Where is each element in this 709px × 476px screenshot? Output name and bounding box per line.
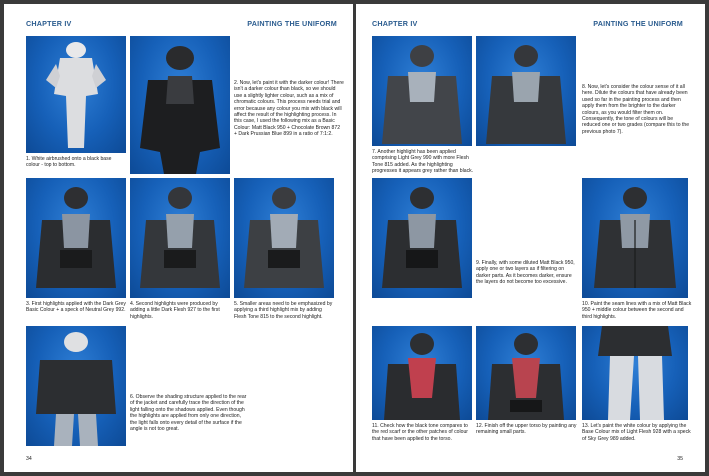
caption-10: 10. Paint the seam lines with a mix of Matt Black 950 + middle colour between the second and third highlights. [582,301,692,320]
left-page [4,4,353,472]
chapter-heading: CHAPTER IV [372,19,418,28]
caption-7: 7. Another highlight has been applied comprising Light Grey 990 with more Flesh Tone 815 added. As the highlighting progresses it appears grey rather than black. [372,149,474,175]
figure-photo-3 [26,178,126,298]
caption-12: 12. Finish off the upper torso by painting any remaining small parts. [476,423,577,436]
figure-photo-2 [130,36,230,174]
figure-13-white-trousers [582,326,688,420]
figure-8-filtered-colours [476,36,576,146]
figure-7-light-grey-highlight [372,36,472,146]
figure-photo-8 [476,36,576,146]
caption-6: 6. Observe the shading structure applied to the rear of the jacket and carefully trace the direction of the light falling onto the shadows applied. Even though the highlights are applied from only one direction, the light falls onto every detail of the surface if the angle is not too great. [130,394,247,433]
figure-4-second-highlights [130,178,230,298]
figure-photo-10 [582,178,688,298]
figure-2-black-base [130,36,230,174]
page-number: 35 [677,456,683,462]
caption-4: 4. Second highlights were produced by adding a little Dark Flesh 927 to the first highlights. [130,301,220,320]
figure-photo-11 [372,326,472,420]
section-heading: PAINTING THE UNIFORM [247,19,337,28]
figure-photo-1 [26,36,126,153]
figure-photo-6 [26,326,126,446]
figure-10-seam-lines [582,178,688,298]
figure-photo-12 [476,326,576,420]
figure-photo-7 [372,36,472,146]
figure-1-white-primer [26,36,126,153]
page-number: 34 [26,456,32,462]
figure-12-upper-torso [476,326,576,420]
figure-photo-4 [130,178,230,298]
caption-5: 5. Smaller areas need to be emphasized by applying a third highlight mix by adding Flesh Tone 815 to the second highlight. [234,301,333,320]
caption-3: 3. First highlights applied with the Dark Grey Basic Colour + a speck of Neutral Grey 992. [26,301,126,314]
caption-9: 9. Finally, with some diluted Matt Black 950, apply one or two layers as if filtering on darker parts. As it becomes darker, ensure the layers do not become too excessive. [476,260,575,286]
figure-3-first-highlights [26,178,126,298]
section-heading: PAINTING THE UNIFORM [593,19,683,28]
caption-2: 2. Now, let's paint it with the darker colour! There isn't a darker colour than black, so we should use a slightly lighter colour, such as a mix of chromatic colours. This process needs trial and error because any colour you mix with black will affect the result of the highlighting process. In this case, I used the following mix as a Basic Colour: Matt Black 950 + Chocolate Brown 872 + Dark Prussian Blue 899 in a ratio of 7:1:2. [234,80,344,138]
caption-13: 13. Let's paint the white colour by applying the Base Colour mix of Light Flesh 928 with a speck of Sky Grey 989 added. [582,423,691,442]
caption-1: 1. White airbrushed onto a black base colour - top to bottom. [26,156,112,169]
figure-photo-13 [582,326,688,420]
figure-11-red-scarf [372,326,472,420]
figure-5-third-highlights [234,178,334,298]
figure-9-matt-black-filter [372,178,472,298]
figure-photo-9 [372,178,472,298]
caption-8: 8. Now, let's consider the colour sense of it all here. Dilute the colours that have already been used so far in the painting process and then apply them from the brighter to the darker colours, as you would filter them on. Consequently, the tone of colours will be reduced one or two grades (compare this to the previous photo 7). [582,84,690,135]
figure-photo-5 [234,178,334,298]
caption-11: 11. Check how the black tone compares to the red scarf or the other patches of colour that have been applied to the torso. [372,423,468,442]
right-page [356,4,705,472]
figure-6-rear-view [26,326,126,446]
chapter-heading: CHAPTER IV [26,19,72,28]
